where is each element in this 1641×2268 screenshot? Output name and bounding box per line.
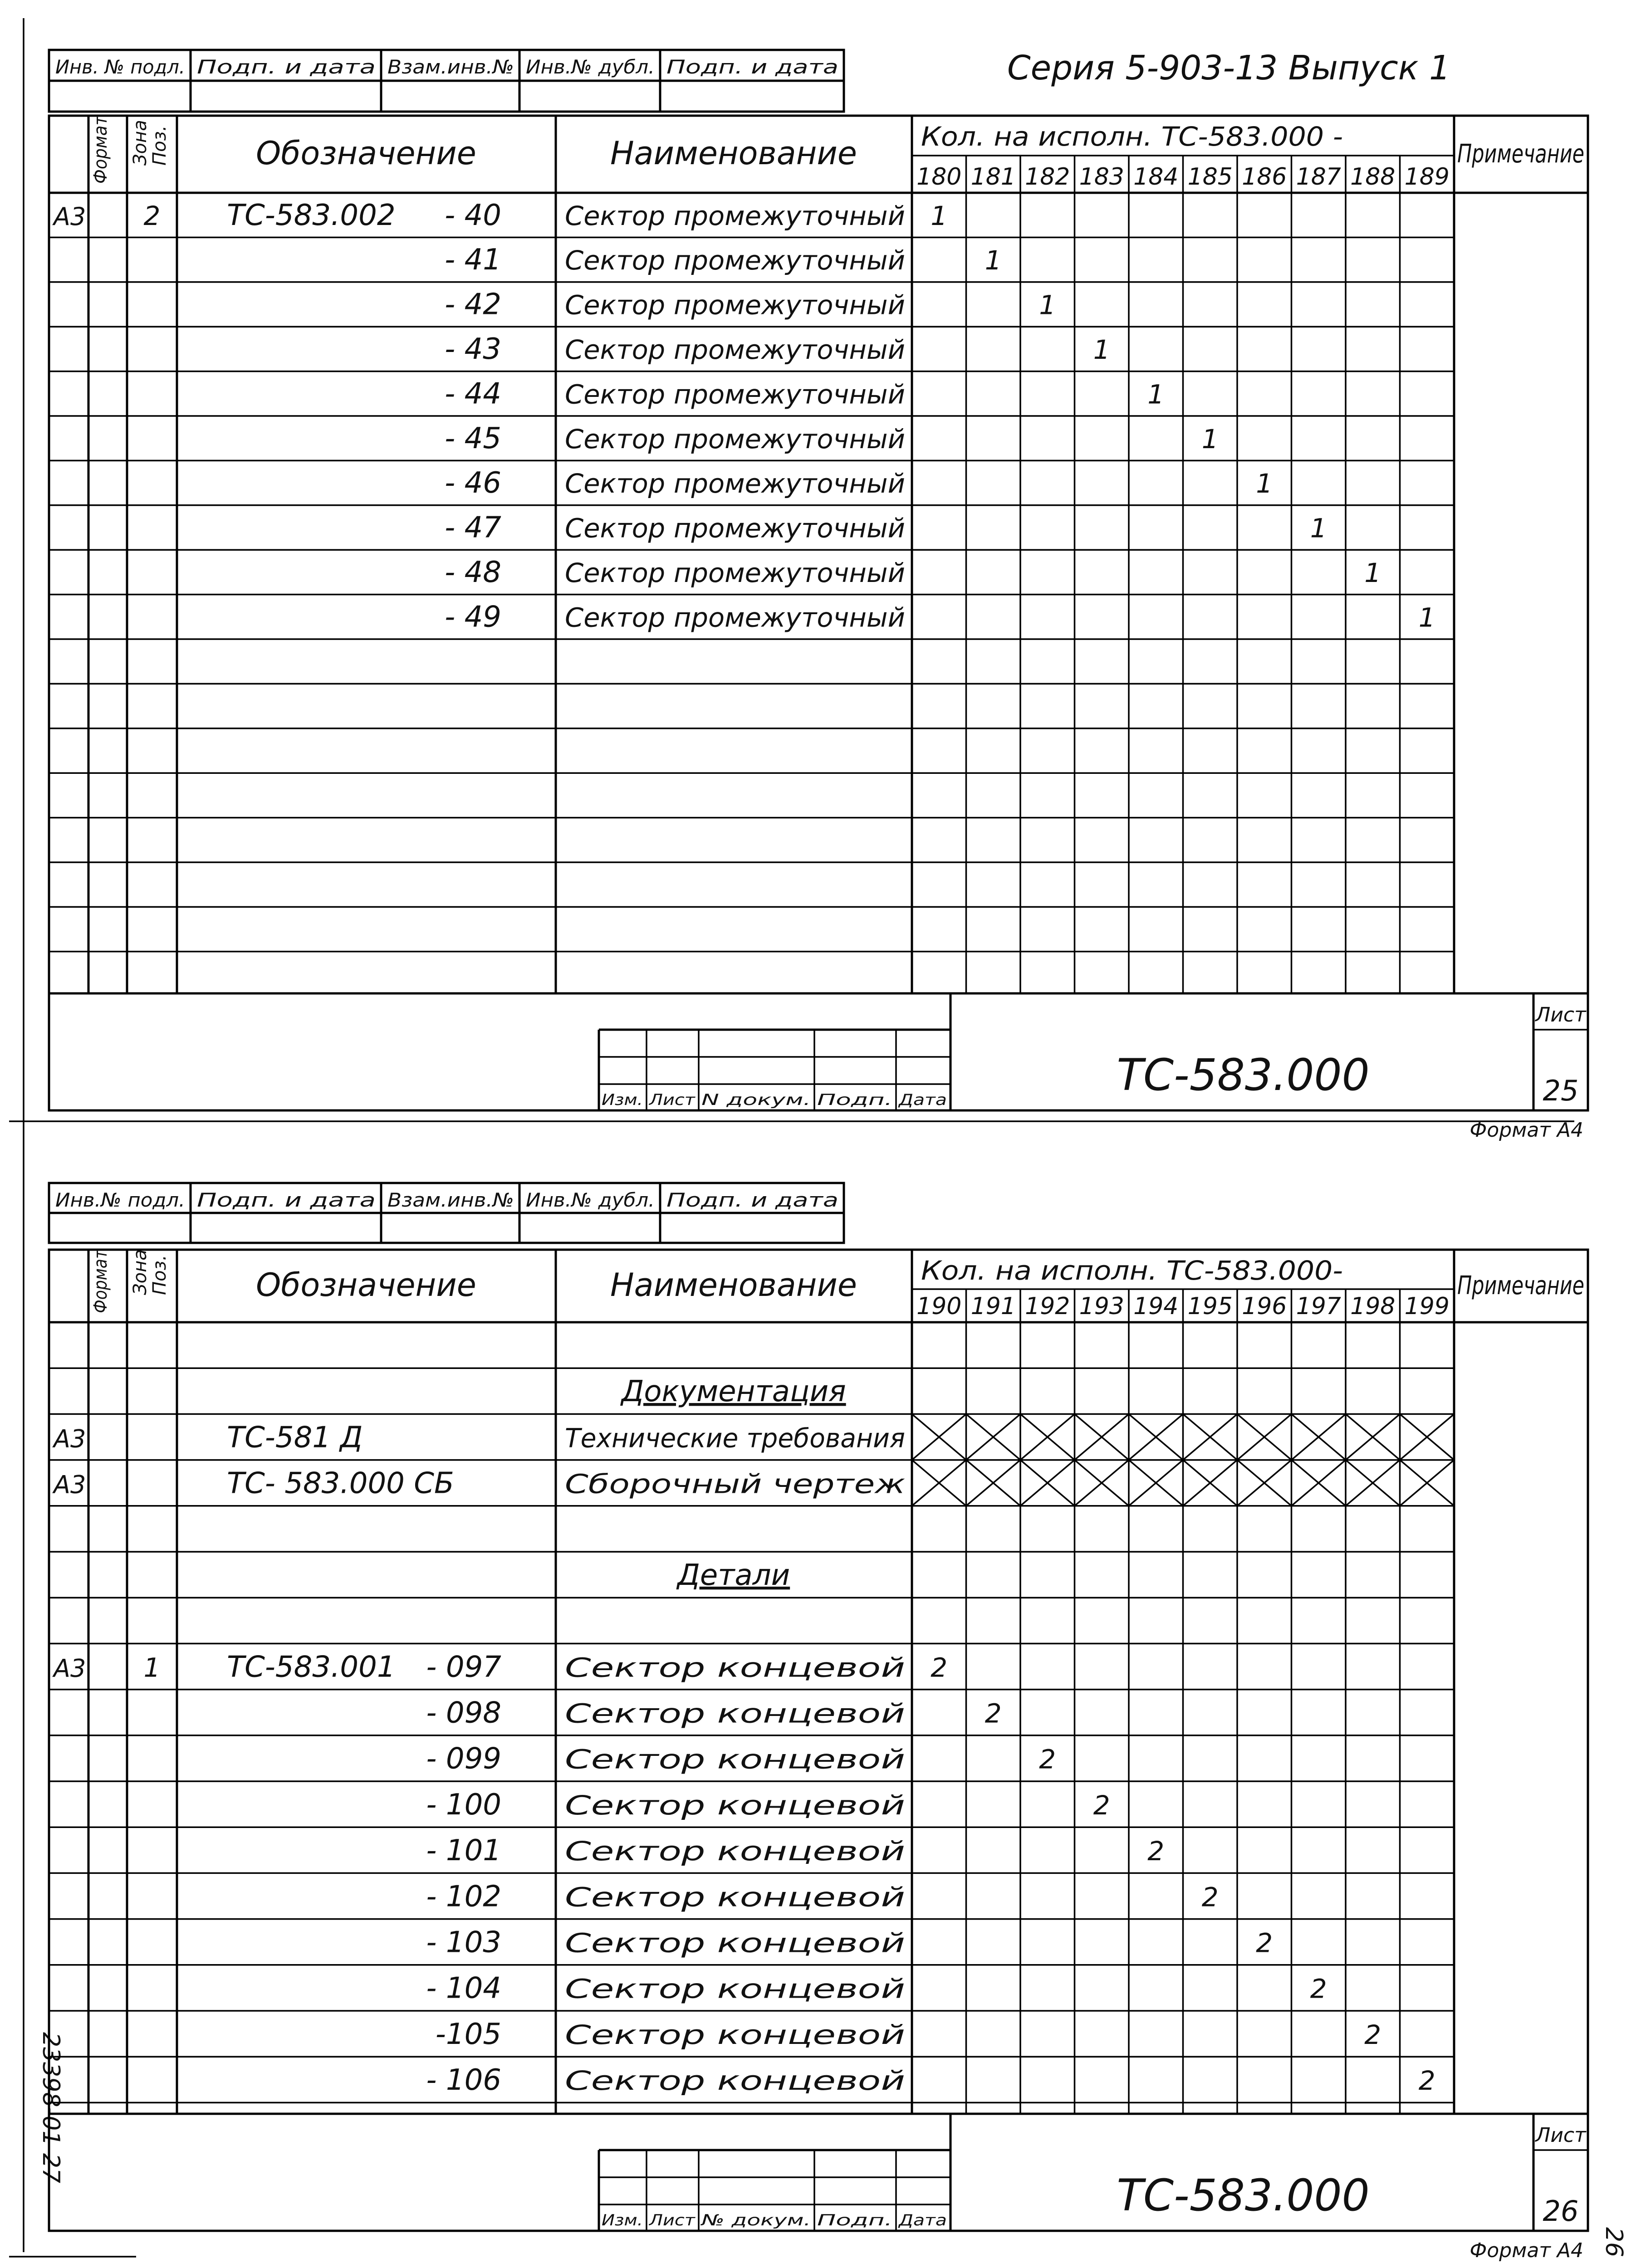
- sheet-0-header-qty: Кол. на исполн. ТС-583.000 -: [921, 121, 1343, 152]
- sheet-1-doc-designation: ТС-583.000: [1117, 2170, 1370, 2221]
- sheet-1-row-suffix: - 102: [426, 1880, 501, 1914]
- sheet-0-variant-183: 183: [1079, 163, 1124, 191]
- sheet-0-variant-189: 189: [1404, 163, 1450, 191]
- sheet-0-variant-180: 180: [916, 163, 962, 191]
- sheet-0-row-name: Сектор промежуточный: [565, 557, 905, 589]
- sheet-1-row-suffix: - 103: [426, 1926, 501, 1960]
- sheet-1-row-suffix: - 099: [426, 1742, 501, 1776]
- sheet-1-row-format: А3: [54, 1654, 86, 1683]
- sheet-0-row-designation: ТС-583.002: [227, 198, 396, 232]
- sheet-0-header-note: Примечание: [1457, 139, 1584, 169]
- sheet-1-row-format: А3: [54, 1470, 86, 1499]
- sheet-0-variant-185: 185: [1187, 163, 1233, 191]
- sheet-1-row-qty: 2: [1147, 1836, 1165, 1867]
- sheet-1-stamp-label: Инв.№ подл.: [55, 1189, 185, 1211]
- sheet-0-tb-label: Лист: [648, 1091, 696, 1109]
- sheet-0-row-suffix: - 45: [445, 421, 501, 455]
- sheet-0-row-name: Сектор промежуточный: [565, 423, 905, 455]
- sheet-0-row-name: Сектор промежуточный: [565, 334, 905, 366]
- sheet-1-stamp-label: Подп. и дата: [666, 1189, 838, 1211]
- sheet-1-row-suffix: - 098: [426, 1696, 501, 1730]
- sheet-0-row-suffix: - 49: [445, 600, 501, 634]
- sheet-0-variant-188: 188: [1350, 163, 1396, 191]
- sheet-0-row-qty: 1: [1039, 289, 1056, 321]
- sheet-0-row-qty: 1: [1147, 379, 1165, 410]
- sheet-1-header-pos: Поз.: [149, 1255, 170, 1295]
- sheet-0-doc-designation: ТС-583.000: [1117, 1050, 1370, 1100]
- sheet-0-variant-182: 182: [1025, 163, 1070, 191]
- sheet-0-row-name: Сектор промежуточный: [565, 245, 905, 276]
- sheet-1-row-suffix: - 106: [426, 2063, 501, 2097]
- sheet-1-header-zone: Зона: [130, 1249, 151, 1295]
- sheet-1-row-name: Сектор концевой: [565, 1973, 905, 2004]
- sheet-1-sheet-label: Лист: [1535, 2124, 1586, 2147]
- sheet-1-stamp-label: Взам.инв.№: [387, 1189, 514, 1211]
- sheet-0-stamp-label: Инв.№ дубл.: [526, 56, 655, 78]
- sheet-1-row-suffix: - 097: [426, 1650, 501, 1684]
- sheet-0-row-suffix: - 46: [445, 466, 501, 500]
- sheet-0-row-name: Сектор промежуточный: [565, 379, 905, 410]
- sheet-0-tb-label: Подп.: [817, 1091, 892, 1109]
- sheet-1-tb-label: Дата: [897, 2211, 947, 2229]
- sheet-1-row-name: Сектор концевой: [565, 1652, 905, 1683]
- sheet-1-tb-label: № докум.: [700, 2211, 811, 2229]
- sheet-1-row-qty: 2: [931, 1652, 948, 1683]
- sheet-0-row-name: Сектор промежуточный: [565, 513, 905, 544]
- sheet-0-format-label: Формат А4: [1470, 1119, 1583, 1142]
- sheet-0-variant-186: 186: [1242, 163, 1287, 191]
- sheet-0-row-suffix: - 48: [445, 556, 501, 590]
- sheet-1-tb-label: Лист: [648, 2211, 696, 2229]
- sheet-1-row-name: Технические требования: [565, 1422, 905, 1454]
- sheet-1-variant-199: 199: [1404, 1293, 1450, 1320]
- sheet-1-header-format: Формат: [90, 1239, 111, 1313]
- sheet-0-stamp-label: Подп. и дата: [197, 56, 376, 78]
- series-title: Серия 5-903-13 Выпуск 1: [1007, 49, 1451, 88]
- sheet-1-row-qty: 2: [1093, 1789, 1110, 1821]
- sheet-0-row-qty: 1: [1418, 602, 1435, 633]
- sheet-1-section-title: Детали: [677, 1558, 790, 1592]
- sheet-0-tb-label: Изм.: [602, 1091, 643, 1109]
- corner-mark: 26: [1600, 2227, 1627, 2258]
- sheet-1-tb-label: Подп.: [817, 2211, 892, 2229]
- sheet-1-row-name: Сектор концевой: [565, 1927, 905, 1959]
- sheet-1-row-qty: 2: [1256, 1927, 1273, 1959]
- sheet-1-variant-192: 192: [1025, 1293, 1070, 1320]
- sheet-0-row-format: А3: [54, 202, 86, 231]
- sheet-1-row-name: Сектор концевой: [565, 1836, 905, 1867]
- sheet-1-row-suffix: - 104: [426, 1971, 501, 2005]
- sheet-0-row-name: Сектор промежуточный: [565, 468, 905, 499]
- sheet-1-header-note: Примечание: [1457, 1271, 1584, 1300]
- sheet-1-variant-190: 190: [916, 1293, 962, 1320]
- sheet-0-header-pos: Поз.: [149, 125, 170, 166]
- sheet-0-row-qty: 1: [1310, 513, 1327, 544]
- sheet-1-variant-196: 196: [1242, 1293, 1287, 1320]
- sheet-1-row-suffix: - 100: [426, 1788, 501, 1822]
- sheet-0-header-designation: Обозначение: [256, 135, 476, 172]
- sheet-0-header-name: Наименование: [610, 135, 857, 172]
- archive-stamp: 23398-01 27: [37, 2032, 64, 2184]
- sheet-1-row-name: Сектор концевой: [565, 1789, 905, 1821]
- sheet-1-header-name: Наименование: [610, 1266, 857, 1304]
- sheet-0-row-suffix: - 43: [445, 332, 501, 367]
- sheet-1-variant-191: 191: [970, 1293, 1016, 1320]
- sheet-0-sheet-number: 25: [1543, 1074, 1579, 1107]
- sheet-0-row-qty: 1: [985, 245, 1002, 276]
- sheet-1-format-label: Формат А4: [1470, 2239, 1583, 2262]
- sheet-0-row-suffix: - 40: [445, 198, 501, 232]
- sheet-0-row-qty: 1: [1364, 557, 1381, 589]
- sheet-0-stamp-label: Инв. № подл.: [55, 56, 185, 78]
- sheet-1-variant-193: 193: [1079, 1293, 1124, 1320]
- sheet-1-row-format: А3: [54, 1424, 86, 1453]
- sheet-0-header-format: Формат: [90, 110, 111, 184]
- sheet-1-stamp-label: Инв.№ дубл.: [526, 1189, 655, 1211]
- sheet-0-header-zone: Зона: [130, 120, 151, 166]
- sheet-1-variant-197: 197: [1296, 1293, 1341, 1320]
- sheet-1-row-name: Сборочный чертеж: [565, 1468, 905, 1500]
- sheet-0-row-qty: 1: [1256, 468, 1273, 499]
- sheet-1-section-title: Документация: [621, 1375, 846, 1409]
- sheet-1-row-qty: 2: [1039, 1744, 1056, 1775]
- sheet-1-row-suffix: -105: [435, 2017, 501, 2051]
- sheet-1-row-name: Сектор концевой: [565, 1744, 905, 1775]
- sheet-1-row-name: Сектор концевой: [565, 1698, 905, 1729]
- sheet-0-row-name: Сектор промежуточный: [565, 200, 905, 231]
- sheet-0-tb-label: Дата: [897, 1091, 947, 1109]
- sheet-0-row-pos: 2: [143, 200, 161, 231]
- sheet-1-row-qty: 2: [1310, 1973, 1327, 2004]
- sheet-1-row-designation: ТС- 583.000 СБ: [227, 1466, 454, 1501]
- sheet-1-row-name: Сектор концевой: [565, 2019, 905, 2050]
- sheet-1-row-qty: 2: [1418, 2065, 1435, 2097]
- sheet-0-row-suffix: - 41: [445, 243, 501, 277]
- sheet-1-row-designation: ТС-583.001: [227, 1650, 396, 1684]
- sheet-1-row-qty: 2: [985, 1698, 1002, 1729]
- sheet-1-row-qty: 2: [1364, 2019, 1381, 2050]
- sheet-0-row-suffix: - 47: [445, 511, 501, 545]
- sheet-0-row-qty: 1: [931, 200, 948, 231]
- sheet-0-row-name: Сектор промежуточный: [565, 289, 905, 321]
- sheet-0-row-suffix: - 42: [445, 288, 501, 322]
- sheet-1-tb-label: Изм.: [602, 2211, 643, 2229]
- sheet-0-row-qty: 1: [1201, 423, 1219, 455]
- sheet-1-row-suffix: - 101: [426, 1834, 501, 1868]
- sheet-0-variant-184: 184: [1133, 163, 1179, 191]
- sheet-0-stamp-label: Взам.инв.№: [387, 56, 514, 78]
- sheet-1-header-qty: Кол. на исполн. ТС-583.000-: [921, 1255, 1343, 1286]
- sheet-0-row-suffix: - 44: [445, 377, 501, 411]
- sheet-1-variant-194: 194: [1133, 1293, 1179, 1320]
- sheet-0-row-name: Сектор промежуточный: [565, 602, 905, 633]
- sheet-0-row-qty: 1: [1093, 334, 1110, 366]
- sheet-1-header-designation: Обозначение: [256, 1266, 476, 1304]
- sheet-0-tb-label: N докум.: [701, 1091, 811, 1109]
- sheet-1-sheet-number: 26: [1543, 2195, 1579, 2228]
- sheet-0-variant-181: 181: [970, 163, 1016, 191]
- sheet-1-row-name: Сектор концевой: [565, 2065, 905, 2097]
- sheet-1-variant-198: 198: [1350, 1293, 1396, 1320]
- sheet-1-row-pos: 1: [143, 1652, 161, 1683]
- sheet-0-stamp-label: Подп. и дата: [666, 56, 838, 78]
- sheet-1-row-name: Сектор концевой: [565, 1882, 905, 1913]
- sheet-1-row-qty: 2: [1201, 1882, 1219, 1913]
- sheet-1-variant-195: 195: [1187, 1293, 1233, 1320]
- sheet-1-row-designation: ТС-581 Д: [227, 1421, 363, 1455]
- sheet-0-variant-187: 187: [1296, 163, 1341, 191]
- sheet-1-stamp-label: Подп. и дата: [197, 1189, 376, 1211]
- sheet-0-sheet-label: Лист: [1535, 1003, 1586, 1026]
